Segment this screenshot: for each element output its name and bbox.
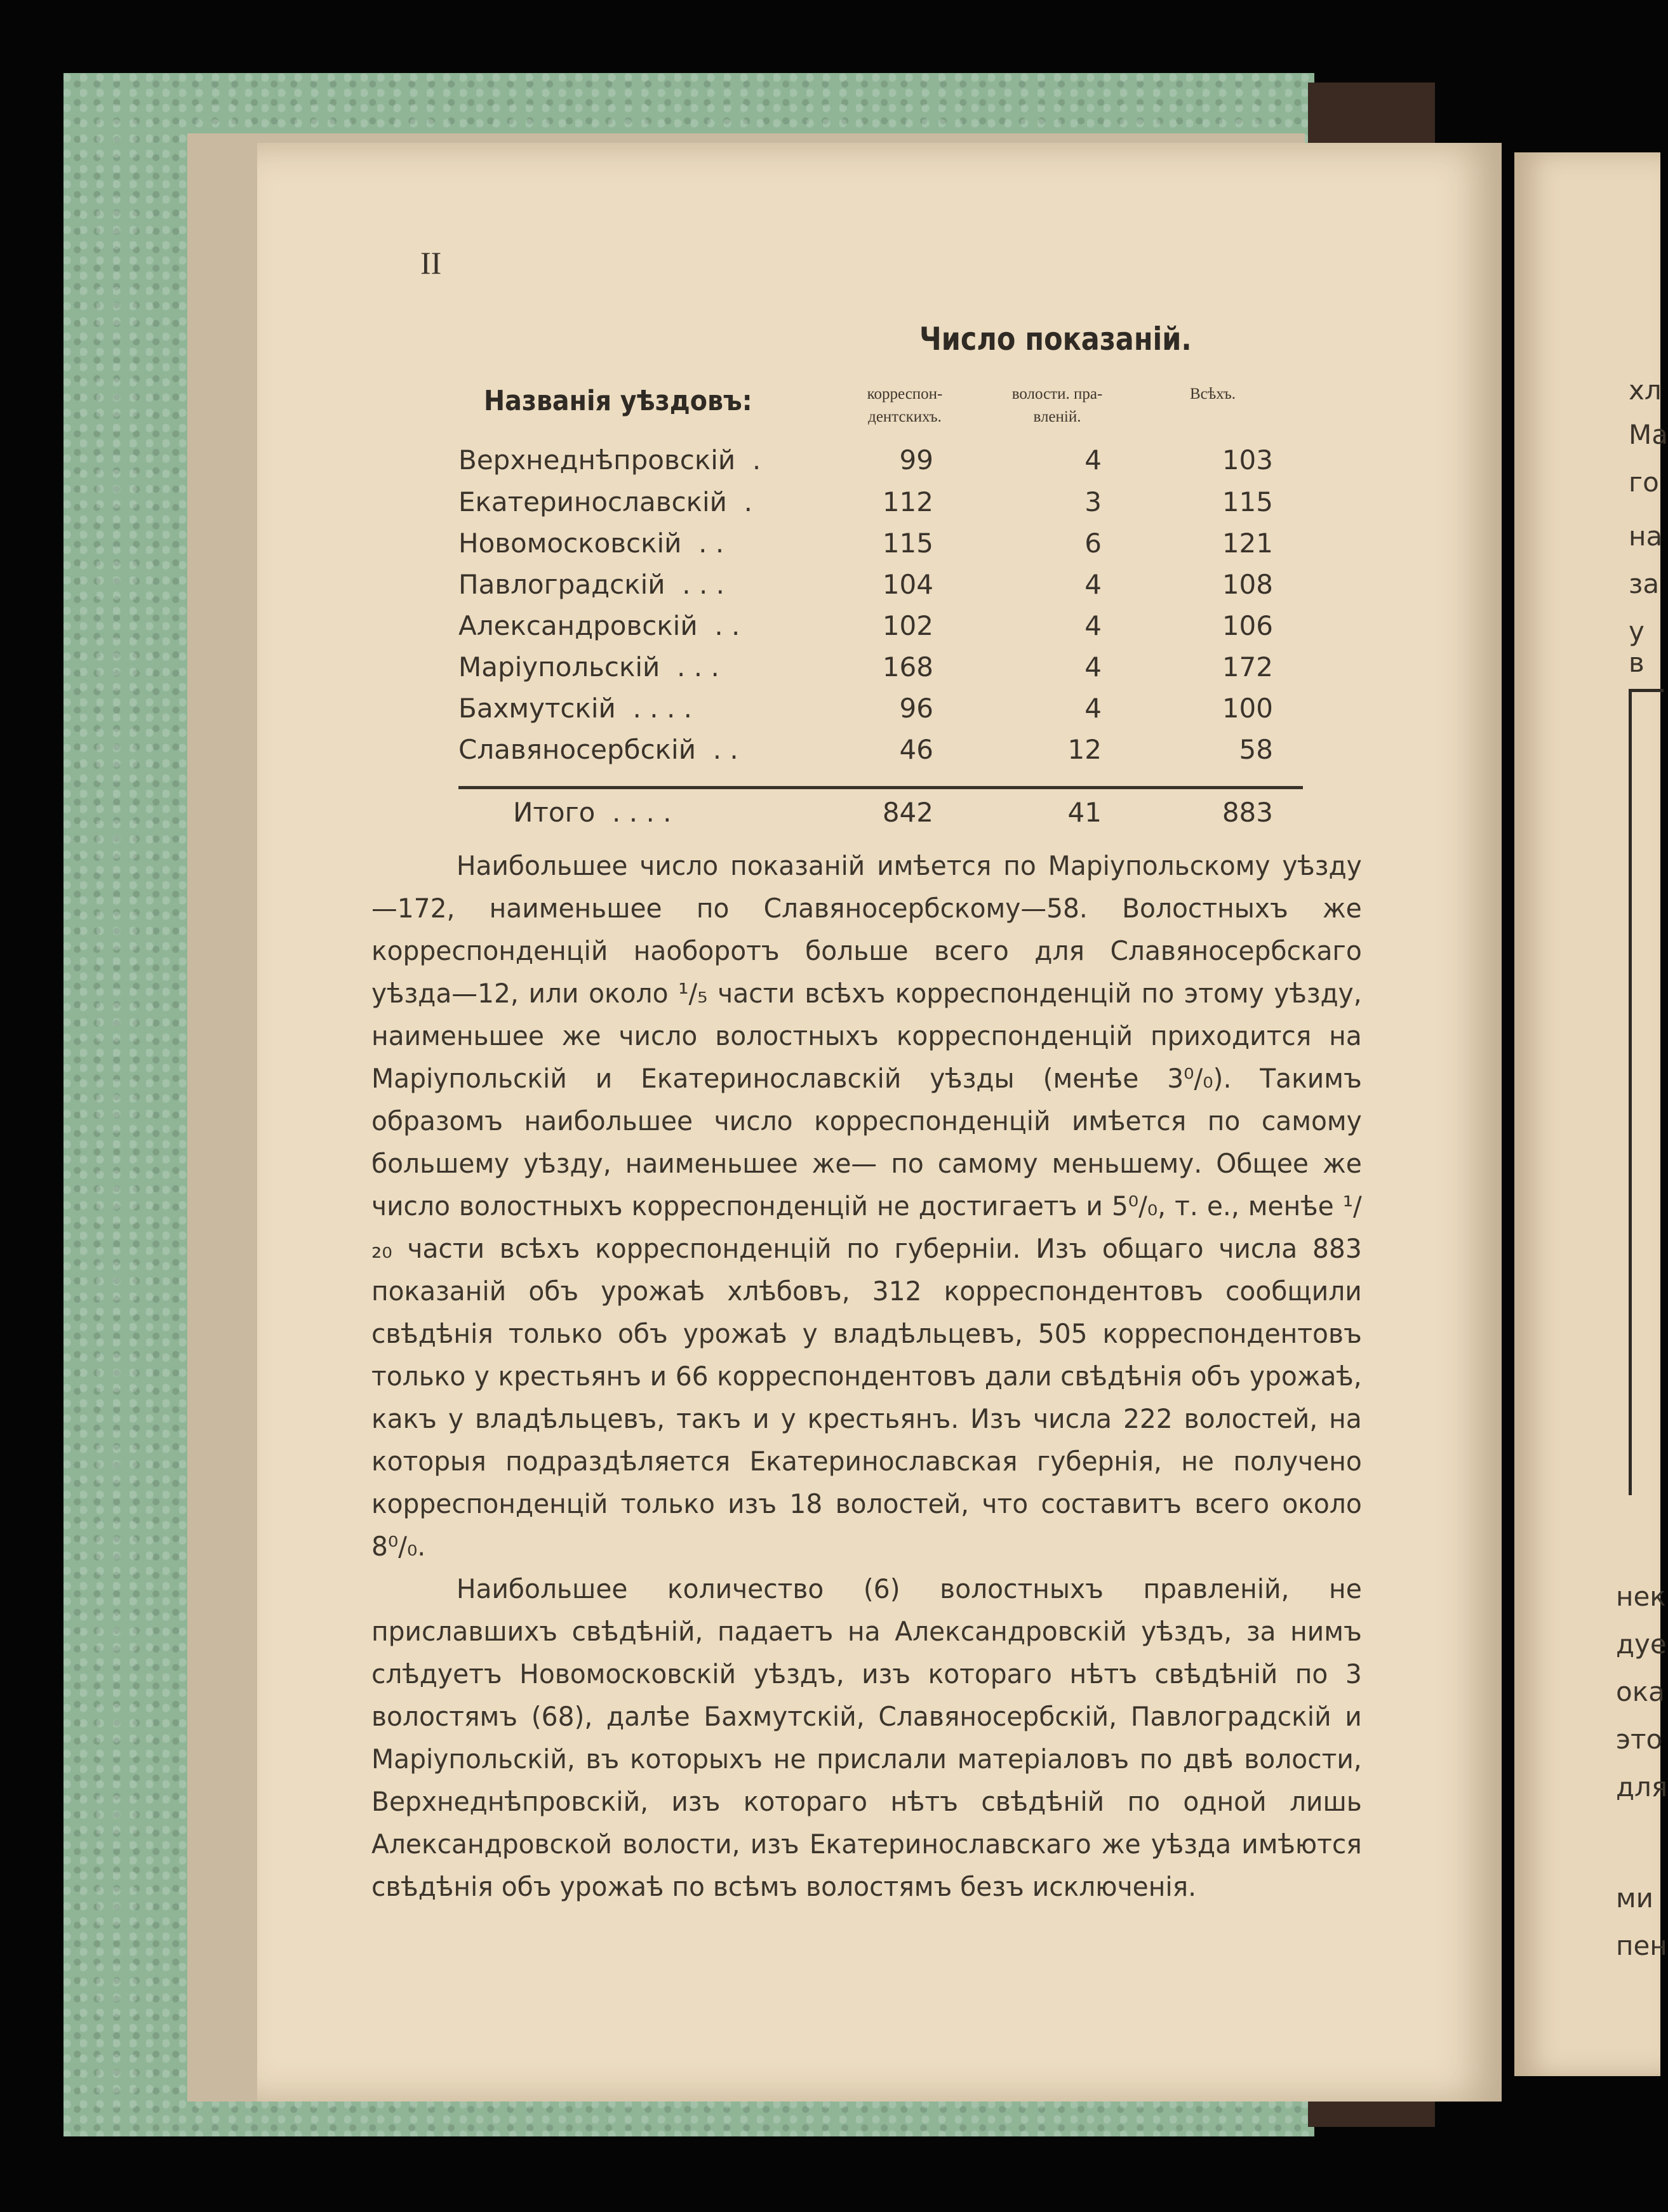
right-page-fragment: дуе (1616, 1629, 1667, 1660)
column-header-total: Всѣхъ. (1189, 385, 1236, 403)
total-count: 172 (1222, 651, 1273, 683)
right-page-fragment: для (1616, 1771, 1668, 1802)
volost-count: 4 (1084, 693, 1102, 724)
volost-count: 4 (1084, 444, 1102, 476)
total-count: 103 (1222, 444, 1273, 476)
total-count: 108 (1222, 569, 1273, 600)
correspondents-count: 96 (899, 693, 933, 724)
column-header-volost-boards (975, 383, 1140, 429)
right-page-fragment: это (1616, 1724, 1663, 1755)
district-name: Славяносербскій . . (458, 734, 738, 765)
column-header-correspondents-line2: дентскихъ. (868, 408, 942, 425)
volost-count: 3 (1084, 486, 1102, 517)
right-page-fragment: пен (1616, 1930, 1667, 1961)
right-page-fragment: нек (1616, 1581, 1666, 1612)
district-name: Павлоградскій . . . (458, 569, 724, 600)
right-page-fragment: ока (1616, 1676, 1665, 1707)
right-page-fragment: за (1629, 568, 1660, 599)
total-count: 115 (1222, 486, 1273, 517)
volost-count: 6 (1084, 528, 1102, 559)
total-count: 58 (1239, 734, 1273, 765)
table-total-rule (458, 786, 1303, 789)
district-name: Верхнеднѣпровскій . (458, 444, 761, 476)
total-count: 100 (1222, 693, 1273, 724)
correspondents-count: 115 (882, 528, 933, 559)
district-name: Екатеринославскій . (458, 486, 752, 517)
correspondents-count: 104 (882, 569, 933, 600)
district-name: Александровскій . . (458, 610, 740, 641)
correspondents-count: 99 (899, 444, 933, 476)
right-page-fragment: хл (1629, 375, 1662, 406)
district-name: Новомосковскій . . (458, 528, 724, 559)
paragraph: Наибольшее число показаній имѣется по Маріупольскому уѣзду—172, наименьшее по Славяносербскому—58. Волостныхъ же корреспонденцій наоборотъ больше всего для Славяносербскаго уѣзда—12, или около ¹/₅ части всѣхъ корреспонденцій по этому уѣзду, наименьшее же число волостныхъ корреспонденцій приходится на Маріупольскій и Екатеринославскій уѣзды (менѣе 3⁰/₀). Такимъ образомъ наибольшее число корреспонденцій имѣется по самому большему уѣзду, наименьшее же— по самому меньшему. Общее же число волостныхъ корреспонденцій не достигаетъ и 5⁰/₀, т. е., менѣе ¹/₂₀ части всѣхъ корреспонденцій по губерніи. Изъ общаго числа 883 показаній объ урожаѣ хлѣбовъ, 312 корреспондентовъ сообщили свѣдѣнія только объ урожаѣ у владѣльцевъ, 505 корреспондентовъ только у крестьянъ и 66 корреспондентовъ дали свѣдѣнія объ урожаѣ, какъ у владѣльцевъ, такъ и у крестьянъ. Изъ числа 222 волостей, на которыя подраздѣляется Екатеринославская губернія, не получено корреспонденцій только изъ 18 волостей, что составитъ всего около 8⁰/₀. (371, 850, 1362, 1562)
total-correspondents: 842 (882, 797, 933, 828)
volost-count: 4 (1084, 569, 1102, 600)
paragraph: Наибольшее количество (6) волостныхъ правленій, не приславшихъ свѣдѣній, падаетъ на Александровскій уѣздъ, за нимъ слѣдуетъ Новомосковскій уѣздъ, изъ котораго нѣтъ свѣдѣній по 3 волостямъ (68), далѣе Бахмутскій, Славяносербскій, Павлоградскій и Маріупольскій, въ которыхъ не прислали матеріаловъ по двѣ волости, Верхнеднѣпровскій, изъ котораго нѣтъ свѣдѣній по одной лишь Александровской волости, изъ Екатеринославскаго же уѣзда имѣются свѣдѣнія объ урожаѣ по всѣмъ волостямъ безъ исключенія. (371, 1573, 1362, 1902)
right-page-fragment: го (1629, 467, 1659, 498)
volost-count: 12 (1067, 734, 1102, 765)
column-header-correspondents (825, 383, 984, 429)
total-volost: 41 (1067, 797, 1102, 828)
column-header-volost-line1: волости. пра- (1011, 385, 1103, 403)
district-name: Маріупольскій . . . (458, 651, 719, 683)
table-heading: Число показаній. (919, 321, 1192, 357)
column-header-districts: Названія уѣздовъ: (484, 385, 752, 417)
total-count: 106 (1222, 610, 1273, 641)
correspondents-count: 102 (882, 610, 933, 641)
volost-count: 4 (1084, 610, 1102, 641)
right-page-table-frame (1629, 689, 1664, 1495)
correspondents-count: 46 (899, 734, 933, 765)
right-page-fragment: на (1629, 521, 1663, 552)
correspondents-count: 168 (882, 651, 933, 683)
column-header-volost-line2: вленій. (1033, 408, 1081, 425)
page-number: II (420, 245, 442, 281)
body-text (371, 844, 1362, 1908)
total-label: Итого . . . . (513, 797, 672, 828)
correspondents-count: 112 (882, 486, 933, 517)
grand-total: 883 (1222, 797, 1273, 828)
column-header-correspondents-line1: корреспон- (867, 385, 943, 403)
right-page-fragment: ми (1616, 1882, 1653, 1914)
district-name: Бахмутскій . . . . (458, 693, 692, 724)
right-page-fragment: у в (1629, 616, 1645, 678)
volost-count: 4 (1084, 651, 1102, 683)
total-count: 121 (1222, 528, 1273, 559)
right-page-fragment: Ма (1629, 419, 1668, 450)
